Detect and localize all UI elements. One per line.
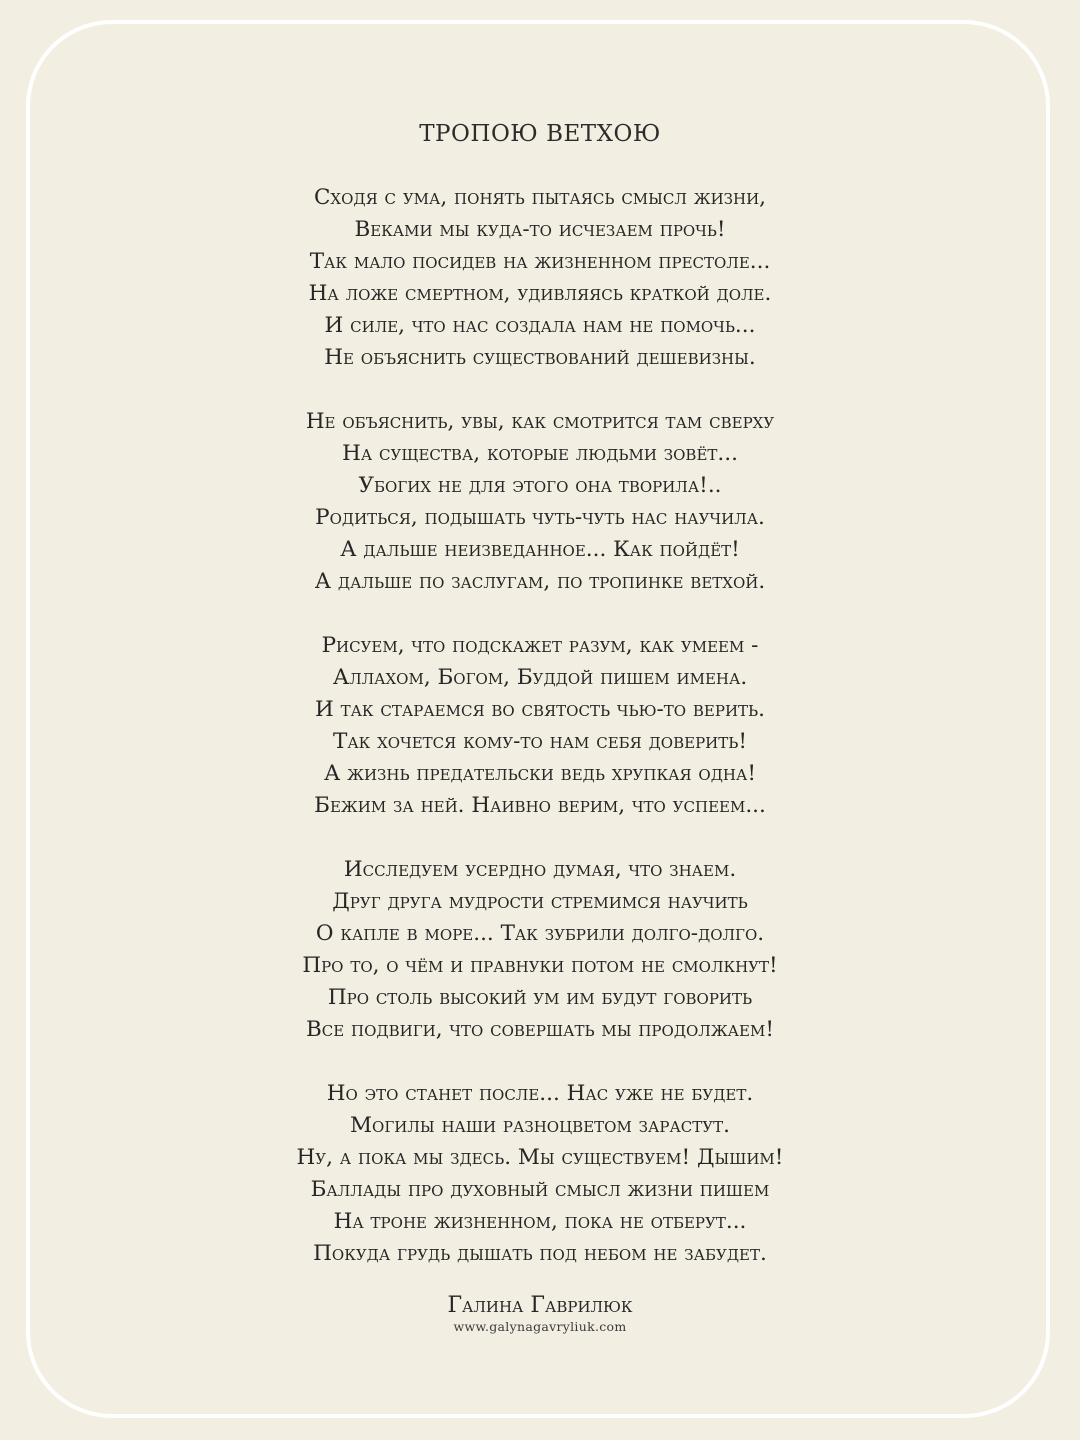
poem-line: Не объяснить, увы, как смотрится там сверху — [305, 409, 775, 434]
poem-body — [0, 182, 1080, 1302]
poem-line: На троне жизненном, пока не отберут... — [333, 1209, 747, 1234]
poem-line: На существа, которые людьми зовёт... — [342, 441, 738, 466]
poem-line: Так мало посидев на жизненном престоле... — [309, 249, 771, 274]
poem-line: Бежим за ней. Наивно верим, что успеем... — [314, 793, 766, 818]
poem-line: Так хочется кому-то нам себя доверить! — [332, 729, 748, 754]
poem-line: Про столь высокий ум им будут говорить — [327, 985, 753, 1010]
poem-line: Сходя с ума, понять пытаясь смысл жизни, — [313, 185, 767, 210]
poem-line: Друг друга мудрости стремимся научить — [332, 889, 748, 914]
poem-line: А жизнь предательски ведь хрупкая одна! — [324, 761, 756, 786]
poem-line: Но это станет после... Нас уже не будет. — [326, 1081, 754, 1106]
poem-line: На ложе смертном, удивляясь краткой доле. — [308, 281, 772, 306]
author-website: www.galynagavryliuk.com — [453, 1319, 627, 1334]
author-name: Галина Гаврилюк — [447, 1293, 633, 1318]
poem-line: Аллахом, Богом, Буддой пишем имена. — [332, 665, 748, 690]
poem-line: Убогих не для этого она творила!.. — [358, 473, 722, 498]
poem-line: А дальше по заслугам, по тропинке ветхой. — [314, 569, 766, 594]
poem-line: А дальше неизведанное... Как пойдёт! — [340, 537, 740, 562]
poem-line: И так стараемся во святость чью-то верить. — [314, 697, 765, 722]
stanza — [0, 630, 1080, 822]
poem-line: Баллады про духовный смысл жизни пишем — [310, 1177, 770, 1202]
poem-line: О капле в море... Так зубрили долго-долго. — [315, 921, 765, 946]
poem-line: Покуда грудь дышать под небом не забудет. — [313, 1241, 767, 1266]
stanza — [0, 854, 1080, 1046]
poem-line: Родиться, подышать чуть-чуть нас научила. — [315, 505, 765, 530]
stanza — [0, 1078, 1080, 1270]
poem-line: Все подвиги, что совершать мы продолжаем! — [305, 1017, 774, 1042]
poem-line: Не объяснить существований дешевизны. — [324, 345, 756, 370]
poem-line: Про то, о чём и правнуки потом не смолкнут! — [302, 953, 778, 978]
poem-title: ТРОПОЮ ВЕТХОЮ — [419, 121, 661, 147]
poem-line: Веками мы куда-то исчезаем прочь! — [354, 217, 726, 242]
poem-line: Ну, а пока мы здесь. Мы существуем! Дышим! — [296, 1145, 784, 1170]
stanza — [0, 406, 1080, 598]
poem-line: Рисуем, что подскажет разум, как умеем - — [321, 633, 759, 658]
poem-line: Исследуем усердно думая, что знаем. — [343, 857, 737, 882]
poem-line: И силе, что нас создала нам не помочь... — [324, 313, 756, 338]
poem-line: Могилы наши разноцветом зарастут. — [350, 1113, 730, 1138]
stanza — [0, 182, 1080, 374]
